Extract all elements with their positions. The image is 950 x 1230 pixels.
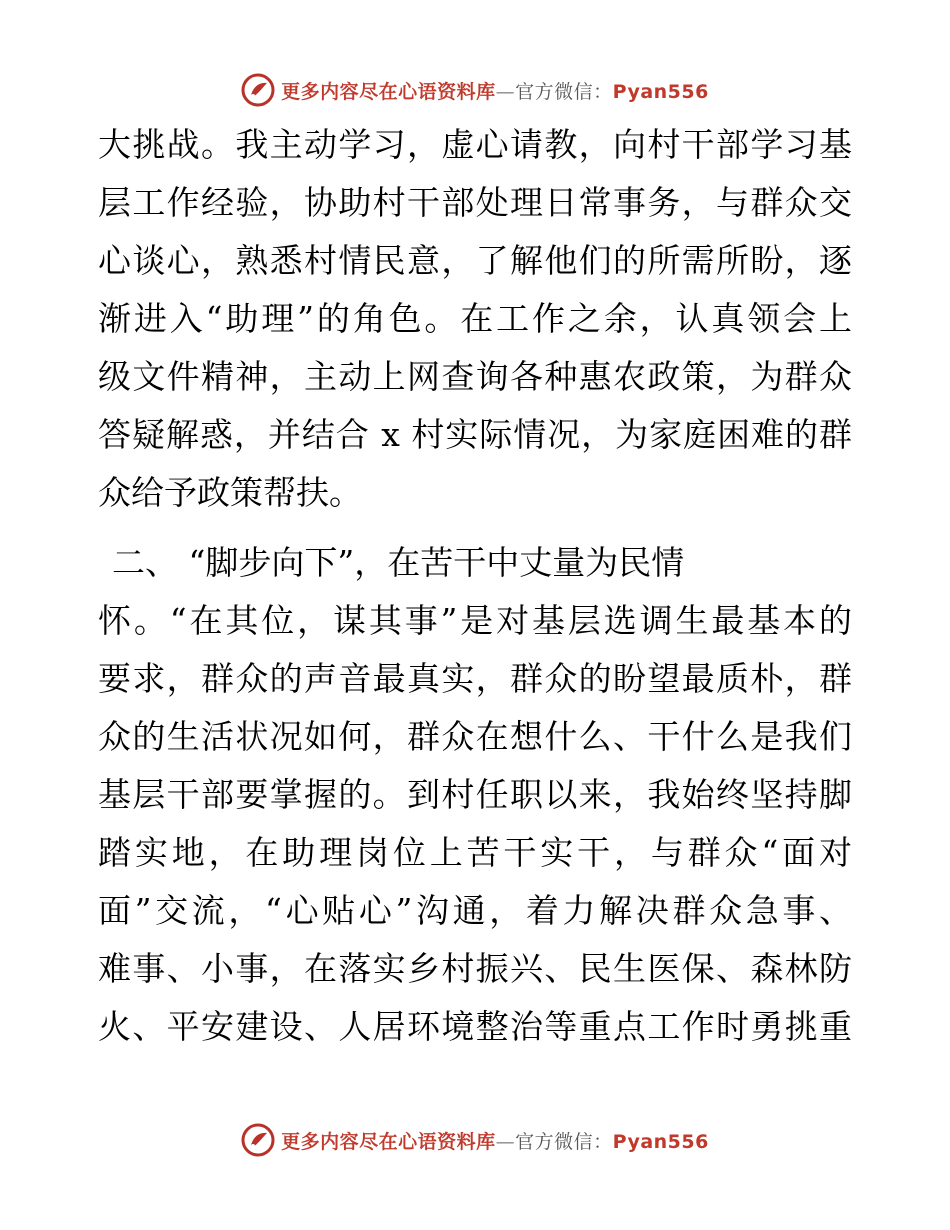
banner-dash: — [495, 1130, 516, 1153]
text-line: 要求，群众的声音最真实，群众的盼望最质朴，群 [98, 659, 852, 698]
text-line: 踏实地，在助理岗位上苦干实干，与群众“面对 [98, 833, 852, 872]
document-body [98, 116, 852, 1056]
text-line: 怀。“在其位，谋其事”是对基层选调生最基本的 [98, 601, 852, 640]
banner-wechat-label: 官方微信： [515, 80, 613, 103]
brand-logo-icon [241, 1123, 275, 1157]
banner-site-name: 更多内容尽在心语资料库 [281, 80, 496, 103]
text-line: 层工作经验，协助村干部处理日常事务，与群众交 [98, 183, 852, 222]
text-line: 心谈心，熟悉村情民意，了解他们的所需所盼，逐 [98, 241, 852, 280]
text-line: 众的生活状况如何，群众在想什么、干什么是我们 [98, 717, 852, 756]
text-line: 级文件精神，主动上网查询各种惠农政策，为群众 [98, 357, 852, 396]
text-line: 渐进入“助理”的角色。在工作之余，认真领会上 [98, 299, 852, 338]
brand-logo-icon [241, 73, 275, 107]
text-line: 众给予政策帮扶。 [98, 473, 362, 512]
paragraph-2 [98, 592, 852, 1056]
banner-text [281, 77, 709, 104]
text-line: 火、平安建设、人居环境整治等重点工作时勇挑重 [98, 1007, 852, 1046]
text-line: 基层干部要掌握的。到村任职以来，我始终坚持脚 [98, 775, 852, 814]
paragraph-1 [98, 116, 852, 522]
banner-wechat-label: 官方微信： [515, 1130, 613, 1153]
text-line: 大挑战。我主动学习，虚心请教，向村干部学习基 [98, 125, 852, 164]
banner-wechat-id: Pyan556 [612, 1130, 709, 1153]
banner-dash: — [495, 80, 516, 103]
section-heading: 二、 “脚步向下”，在苦干中丈量为民情 [112, 543, 685, 582]
text-line: 面”交流，“心贴心”沟通，着力解决群众急事、 [98, 891, 852, 930]
text-line: 答疑解惑，并结合 x 村实际情况，为家庭困难的群 [98, 415, 852, 454]
footer-banner [0, 1122, 950, 1158]
banner-text [281, 1127, 709, 1154]
text-line: 难事、小事，在落实乡村振兴、民生医保、森林防 [98, 949, 852, 988]
banner-wechat-id: Pyan556 [612, 80, 709, 103]
header-banner [0, 72, 950, 108]
banner-site-name: 更多内容尽在心语资料库 [281, 1130, 496, 1153]
